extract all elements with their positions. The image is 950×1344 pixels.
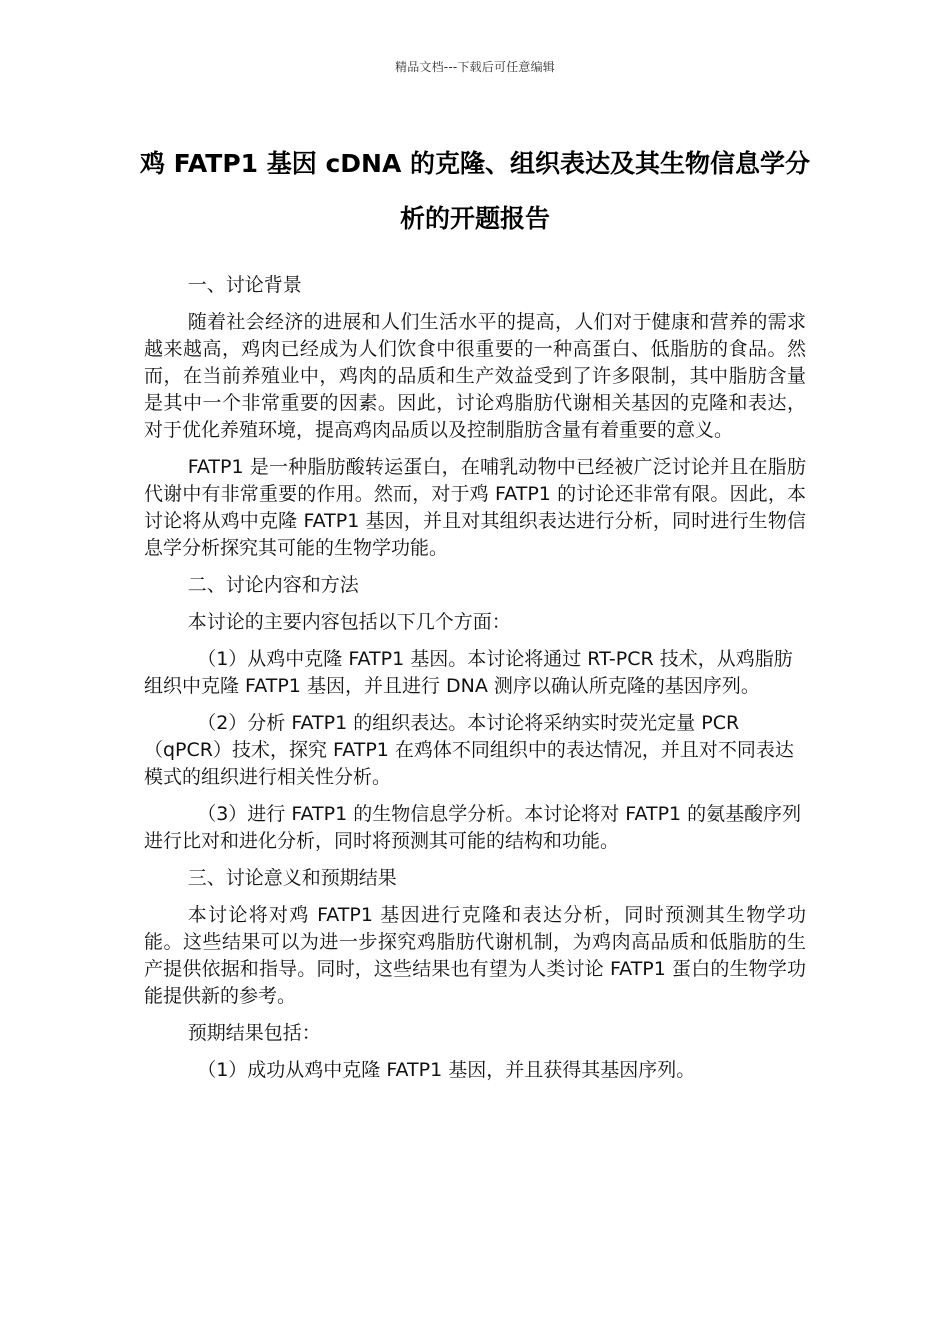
section-heading-methods: 二、讨论内容和方法 xyxy=(187,574,359,596)
list-item-methods-2: （2）分析 FATP1 的组织表达。本讨论将采纳实时荧光定量 PCR（qPCR）技术，探究 FATP1 在鸡体不同组织中的表达情况，并且对不同表达模式的组织进行相关性分析。 xyxy=(144,712,794,788)
section-heading-significance: 三、讨论意义和预期结果 xyxy=(187,867,397,889)
list-item-methods-1: （1）从鸡中克隆 FATP1 基因。本讨论将通过 RT-PCR 技术，从鸡脂肪组织中克隆 FATP1 基因，并且进行 DNA 测序以确认所克隆的基因序列。 xyxy=(144,648,793,697)
document-body xyxy=(144,272,806,1094)
header-note: 精品文档---下载后可任意编辑 xyxy=(395,60,555,74)
paragraph-significance: 本讨论将对鸡 FATP1 基因进行克隆和表达分析，同时预测其生物学功能。这些结果可以为进一步探究鸡脂肪代谢机制，为鸡肉高品质和低脂肪的生产提供依据和指导。同时，这些结果也有望为人类讨论 FATP1 蛋白的生物学功能提供新的参考。 xyxy=(144,904,806,1007)
paragraph-methods-intro: 本讨论的主要内容包括以下几个方面： xyxy=(187,611,511,633)
section-heading-background: 一、讨论背景 xyxy=(187,274,302,296)
paragraph-background-1: 随着社会经济的进展和人们生活水平的提高，人们对于健康和营养的需求越来越高，鸡肉已经成为人们饮食中很重要的一种高蛋白、低脂肪的食品。然而，在当前养殖业中，鸡肉的品质和生产效益受到了许多限制，其中脂肪含量是其中一个非常重要的因素。因此，讨论鸡脂肪代谢相关基因的克隆和表达，对于优化养殖环境，提高鸡肉品质以及控制脂肪含量有着重要的意义。 xyxy=(144,311,806,441)
paragraph-expected-intro: 预期结果包括： xyxy=(187,1022,321,1044)
list-item-expected-1: （1）成功从鸡中克隆 FATP1 基因，并且获得其基因序列。 xyxy=(197,1059,696,1081)
paragraph-background-2: FATP1 是一种脂肪酸转运蛋白，在哺乳动物中已经被广泛讨论并且在脂肪代谢中有非常重要的作用。然而，对于鸡 FATP1 的讨论还非常有限。因此，本讨论将从鸡中克隆 FATP1 基因，并且对其组织表达进行分析，同时进行生物信息学分析探究其可能的生物学功能。 xyxy=(144,456,806,559)
list-item-methods-3: （3）进行 FATP1 的生物信息学分析。本讨论将对 FATP1 的氨基酸序列进行比对和进化分析，同时将预测其可能的结构和功能。 xyxy=(144,803,802,852)
document-title: 鸡 FATP1 基因 cDNA 的克隆、组织表达及其生物信息学分析的开题报告 xyxy=(139,149,811,233)
